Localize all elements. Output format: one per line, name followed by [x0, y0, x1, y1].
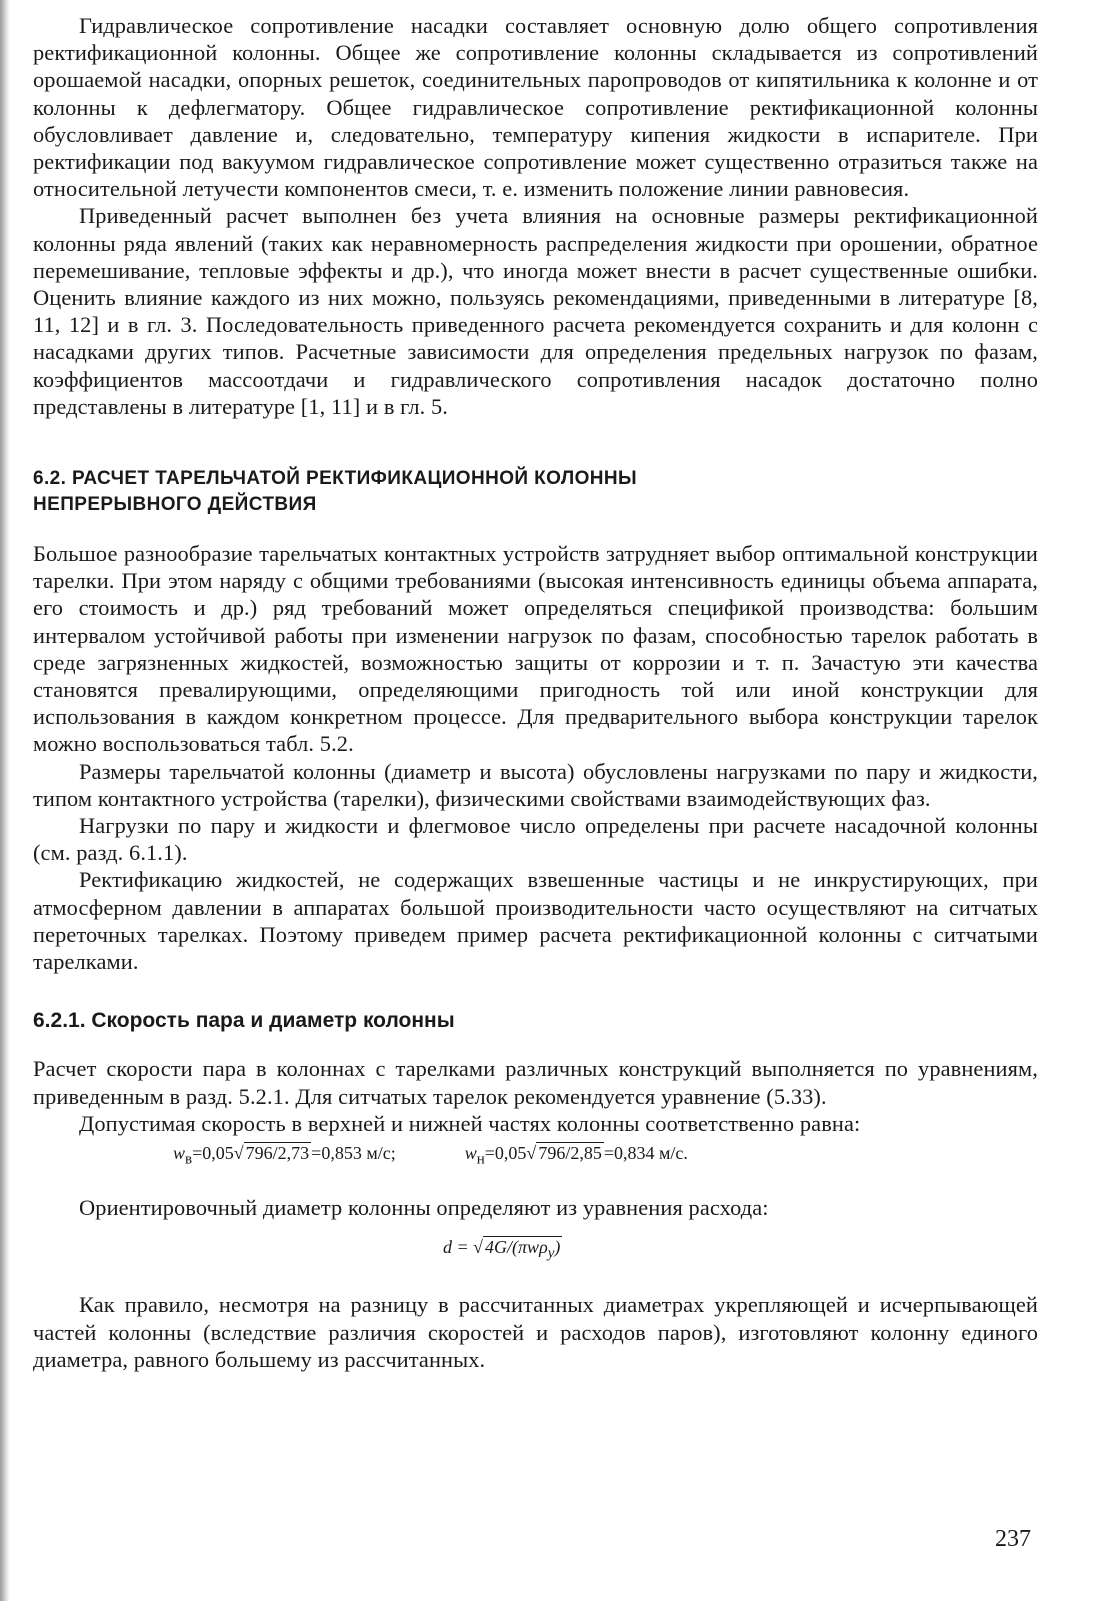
formula-bottom-velocity: $w_н=0,05√$ 796/2,85 =0,834 м/с.: [464, 1142, 688, 1168]
section-heading: [33, 466, 1038, 518]
scan-edge-shadow: [0, 0, 10, 1601]
paragraph-tray-variety: Большое разнообразие тарельчатых контактных устройств затрудняет выбор оптимальной конструкции тарелки. При этом наряду с общими требованиями (высокая интенсивность единицы объема аппарата, его стоимость и др.) ряд требований может определяться спецификой производства: большим интервалом устойчивой работы при изменении нагрузок по фазам, способностью тарелок работать в среде загрязненных жидкостей, возможностью защиты от коррозии и т. п. Зачастую эти качества становятся превалирующими, определяющими пригодность той или иной конструкции для использования в каждом конкретном процессе. Для предварительного выбора конструкции тарелок можно воспользоваться табл. 5.2.: [33, 541, 1038, 757]
formula-velocity: [173, 1141, 1038, 1172]
formula-top-velocity: $w_в=0,05√$ 796/2,73 =0,853 м/с;: [173, 1142, 396, 1168]
paragraph-hydraulic-resistance: Гидравлическое сопротивление насадки составляет основную долю общего сопротивления ректификационной колонны. Общее же сопротивление колонны складывается из сопротивлений орошаемой насадки, опорных решеток, соединительных паропроводов от кипятильника к колонне и от колонны к дефлегматору. Общее гидравлическое сопротивление ректификационной колонны обусловливает давление и, следовательно, температуру кипения жидкости в испарителе. При ректификации под вакуумом гидравлическое сопротивление может существенно отразиться также на относительной летучести компонентов смеси, т. е. изменить положение линии равновесия.: [33, 13, 1038, 202]
section-title-line2: НЕПРЕРЫВНОГО ДЕЙСТВИЯ: [33, 494, 317, 516]
page-content: [33, 12, 1038, 1373]
formula-diameter: d = √ 4G/(πwρ$_y$): [443, 1236, 561, 1262]
section-number: 6.2.: [33, 468, 67, 490]
paragraph-column-dimensions: Размеры тарельчатой колонны (диаметр и высота) обусловлены нагрузками по пару и жидкости, типом контактного устройства (тарелки), физическими свойствами взаимодействующих фаз.: [33, 758, 1038, 811]
spacer: [33, 975, 1038, 1007]
page-number: 237: [995, 1526, 1031, 1552]
paragraph-calculation-note: Приведенный расчет выполнен без учета влияния на основные размеры ректификационной колонны ряда явлений (таких как неравномерность распределения жидкости при орошении, обратное перемешивание, тепловые эффекты и др.), что иногда может внести в расчет существенные ошибки. Оценить влияние каждого из них можно, пользуясь рекомендациями, приведенными в литературе [8, 11, 12] и в гл. 3. Последовательность приведенного расчета рекомендуется сохранить и для колонн с насадками других типов. Расчетные зависимости для определения предельных нагрузок по фазам, коэффициентов массоотдачи и гидравлического сопротивления насадок достаточно полно представлены в литературе [1, 11] и в гл. 5.: [33, 203, 1038, 419]
paragraph-diameter: Ориентировочный диаметр колонны определяют из уравнения расхода:: [79, 1194, 769, 1220]
spacer: [33, 1265, 1038, 1291]
paragraph-single-diameter: Как правило, несмотря на разницу в рассчитанных диаметрах укрепляющей и исчерпывающей частей колонны (вследствие различия скоростей и расходов паров), изготовляют колонну единого диаметра, равного большему из рассчитанных.: [33, 1292, 1038, 1372]
paragraph-vapor-velocity: Расчет скорости пара в колоннах с тарелками различных конструкций выполняется по уравнениям, приведенным в разд. 5.2.1. Для ситчатых тарелок рекомендуется уравнение (5.33).: [33, 1056, 1038, 1109]
paragraph-loads: Нагрузки по пару и жидкости и флегмовое число определены при расчете насадочной колонны (см. разд. 6.1.1).: [33, 813, 1038, 866]
spacer: [33, 1172, 1038, 1194]
spacer: [33, 420, 1038, 466]
paragraph-sieve-trays: Ректификацию жидкостей, не содержащих взвешенные частицы и не инкрустирующих, при атмосферном давлении в аппаратах большой производительности часто осуществляют на ситчатых переточных тарелках. Поэтому приведем пример расчета ректификационной колонны с ситчатыми тарелками.: [33, 867, 1038, 975]
spacer: [33, 518, 1038, 540]
paragraph-allowed-velocity: Допустимая скорость в верхней и нижней частях колонны соответственно равна:: [79, 1110, 861, 1136]
subsection-heading: 6.2.1. Скорость пара и диаметр колонны: [33, 1009, 455, 1033]
spacer: [33, 1035, 1038, 1055]
section-title-line1: РАСЧЕТ ТАРЕЛЬЧАТОЙ РЕКТИФИКАЦИОННОЙ КОЛОННЫ: [71, 468, 637, 490]
